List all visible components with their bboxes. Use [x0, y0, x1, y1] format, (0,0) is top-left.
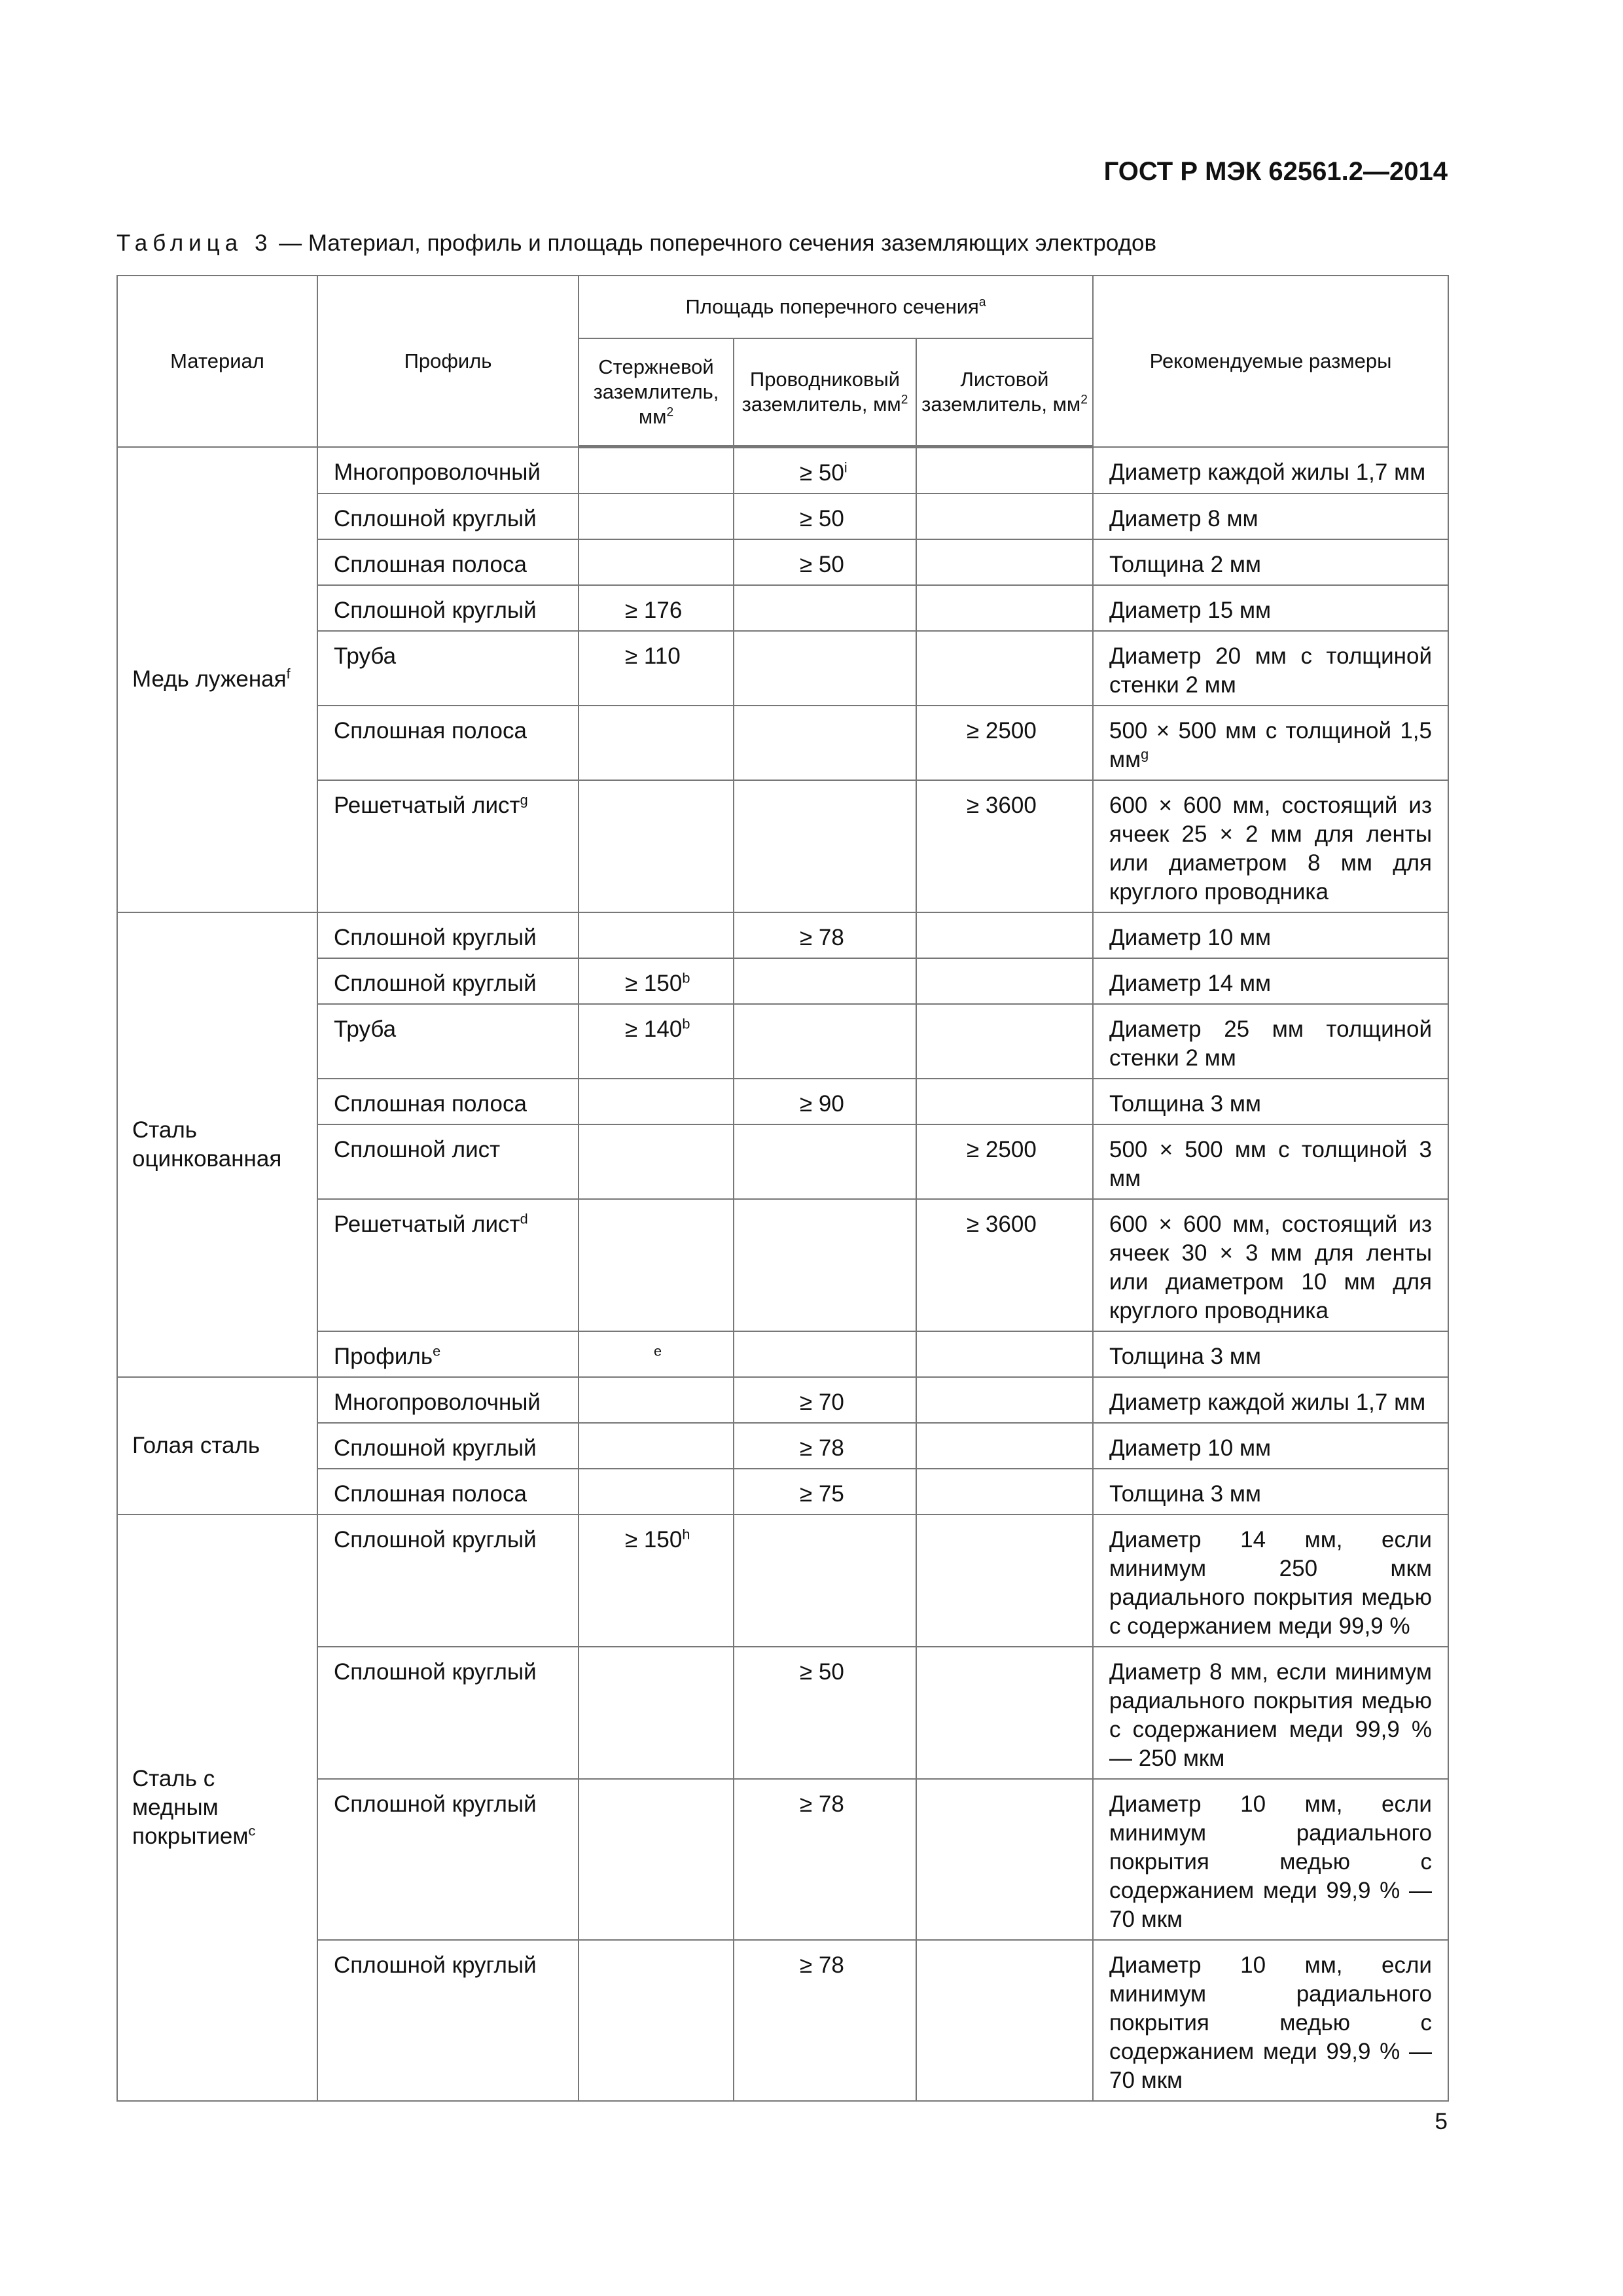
rod-area-cell — [579, 1331, 734, 1377]
wire-area-cell — [734, 1079, 916, 1124]
wire-area-text: ≥ 90 — [800, 1091, 844, 1117]
recommended-dims-text: 600 × 600 мм, состоящий из ячеек 30 × 3 мм для ленты или диаметром 10 мм для круглого проводника — [1109, 1211, 1432, 1323]
rod-area-cell — [579, 1940, 734, 2101]
recommended-dims-text: Диаметр 10 мм, если минимум радиального покрытия медью с содержанием меди 99,9 % — 70 мкм — [1109, 1791, 1432, 1932]
rod-area-text: ≥ 176 — [625, 598, 683, 623]
profile-name: Сплошной круглый — [334, 598, 537, 623]
sheet-area-value: ≥ 3600 — [967, 1211, 1037, 1237]
profile-cell — [317, 706, 579, 780]
material-name: Медь луженая — [132, 666, 287, 692]
header-area-group-footnote: а — [978, 295, 986, 310]
sheet-area-cell — [916, 1079, 1093, 1124]
rod-area-cell — [579, 1779, 734, 1940]
rod-area-footnote: b — [682, 1015, 690, 1032]
profile-name: Решетчатый лист — [334, 793, 520, 818]
recommended-dims-text: 500 × 500 мм с толщиной 3 мм — [1109, 1137, 1432, 1191]
sheet-area-cell — [916, 447, 1093, 494]
table-row — [117, 1647, 1448, 1779]
wire-area-value — [800, 1790, 844, 1819]
header-recommended-dims: Рекомендуемые размеры — [1093, 276, 1448, 447]
profile-cell — [317, 1647, 579, 1779]
wire-area-cell — [734, 1515, 916, 1647]
profile-name: Сплошной круглый — [334, 925, 537, 950]
profile-name: Труба — [334, 1016, 397, 1042]
sheet-area-cell — [916, 706, 1093, 780]
profile-cell — [317, 1779, 579, 1940]
table-row — [117, 912, 1448, 958]
wire-area-cell — [734, 539, 916, 585]
profile-cell — [317, 1199, 579, 1331]
profile-name: Профиль — [334, 1344, 433, 1369]
standard-designation: ГОСТ Р МЭК 62561.2—2014 — [1103, 157, 1448, 186]
sheet-area-cell — [916, 585, 1093, 631]
recommended-dims-text: 600 × 600 мм, состоящий из ячеек 25 × 2 мм для ленты или диаметром 8 мм для круглого проводника — [1109, 793, 1432, 905]
table-row — [117, 631, 1448, 706]
rod-area-value — [625, 1015, 690, 1044]
table-row — [117, 1124, 1448, 1199]
recommended-dims-cell — [1093, 1004, 1448, 1079]
profile-name: Многопроволочный — [334, 1390, 541, 1415]
sheet-area-cell — [916, 1377, 1093, 1423]
table-caption-label: Таблица 3 — [116, 230, 273, 256]
recommended-dims-cell — [1093, 1647, 1448, 1779]
profile-name: Сплошной круглый — [334, 1952, 537, 1978]
wire-area-value — [800, 1658, 844, 1687]
sheet-area-cell — [916, 1124, 1093, 1199]
rod-area-cell — [579, 447, 734, 494]
profile-name: Многопроволочный — [334, 459, 541, 485]
profile-name: Сплошная полоса — [334, 1481, 527, 1507]
wire-area-text: ≥ 75 — [800, 1481, 844, 1507]
recommended-dims-text: Диаметр 14 мм — [1109, 971, 1272, 996]
rod-area-cell — [579, 1423, 734, 1469]
table-row — [117, 1940, 1448, 2101]
wire-area-cell — [734, 1331, 916, 1377]
sheet-area-cell — [916, 1199, 1093, 1331]
header-rod-unit: 2 — [666, 405, 674, 420]
recommended-dims-cell — [1093, 585, 1448, 631]
profile-cell — [317, 1515, 579, 1647]
wire-area-value — [800, 550, 844, 579]
wire-area-cell — [734, 1124, 916, 1199]
header-profile: Профиль — [317, 276, 579, 447]
table-caption — [116, 230, 1156, 257]
profile-name: Сплошная полоса — [334, 552, 527, 577]
rod-area-cell — [579, 1004, 734, 1079]
table-row — [117, 1469, 1448, 1515]
recommended-dims-text: Толщина 2 мм — [1109, 552, 1261, 577]
rod-area-cell — [579, 1515, 734, 1647]
profile-name: Сплошная полоса — [334, 1091, 527, 1117]
recommended-dims-text: Диаметр 15 мм — [1109, 598, 1272, 623]
table-row — [117, 539, 1448, 585]
material-name: Сталь с медным покрытием — [132, 1766, 249, 1849]
rod-area-cell — [579, 958, 734, 1004]
sheet-area-cell — [916, 1469, 1093, 1515]
recommended-dims-text: Диаметр 10 мм — [1109, 925, 1272, 950]
sheet-area-cell — [916, 1331, 1093, 1377]
profile-cell — [317, 780, 579, 912]
wire-area-cell — [734, 912, 916, 958]
table-row — [117, 1779, 1448, 1940]
profile-name: Решетчатый лист — [334, 1211, 520, 1237]
wire-area-value — [800, 1951, 844, 1980]
rod-area-cell — [579, 912, 734, 958]
wire-area-cell — [734, 447, 916, 494]
sheet-area-cell — [916, 958, 1093, 1004]
wire-area-cell — [734, 958, 916, 1004]
sheet-area-cell — [916, 493, 1093, 539]
table-row — [117, 1515, 1448, 1647]
sheet-area-cell — [916, 1779, 1093, 1940]
header-area-group-text: Площадь поперечного сечения — [685, 295, 979, 318]
profile-name: Сплошная полоса — [334, 718, 527, 744]
wire-area-value — [800, 505, 844, 533]
recommended-dims-text: Диаметр 25 мм толщиной стенки 2 мм — [1109, 1016, 1432, 1071]
profile-name: Сплошной круглый — [334, 1659, 537, 1685]
table-row — [117, 1004, 1448, 1079]
profile-name: Сплошной круглый — [334, 1435, 537, 1461]
recommended-dims-footnote: g — [1141, 745, 1149, 762]
recommended-dims-text: Диаметр 14 мм, если минимум 250 мкм радиального покрытия медью с содержанием меди 99,9 % — [1109, 1527, 1432, 1639]
profile-cell — [317, 539, 579, 585]
table-row — [117, 958, 1448, 1004]
wire-area-cell — [734, 706, 916, 780]
recommended-dims-cell — [1093, 780, 1448, 912]
material-cell — [117, 447, 317, 913]
wire-area-value — [800, 1480, 844, 1509]
rod-area-text: ≥ 140 — [625, 1016, 683, 1042]
material-name: Сталь оцинкованная — [132, 1117, 282, 1172]
header-rod — [579, 338, 734, 447]
rod-area-footnote: e — [654, 1342, 662, 1359]
rod-area-cell — [579, 1199, 734, 1331]
wire-area-text: ≥ 50 — [800, 506, 844, 531]
wire-area-value — [800, 924, 844, 952]
profile-name: Труба — [334, 643, 397, 669]
recommended-dims-cell — [1093, 912, 1448, 958]
table-container — [116, 275, 1448, 2102]
wire-area-cell — [734, 585, 916, 631]
rod-area-cell — [579, 1469, 734, 1515]
profile-cell — [317, 958, 579, 1004]
wire-area-text: ≥ 50 — [800, 1659, 844, 1685]
profile-name: Сплошной круглый — [334, 506, 537, 531]
sheet-area-value: ≥ 3600 — [967, 793, 1037, 818]
sheet-area-cell — [916, 780, 1093, 912]
rod-area-footnote: b — [682, 969, 690, 986]
sheet-area-cell — [916, 1515, 1093, 1647]
sheet-area-cell — [916, 1647, 1093, 1779]
profile-cell — [317, 912, 579, 958]
profile-cell — [317, 1079, 579, 1124]
recommended-dims-cell — [1093, 1124, 1448, 1199]
header-sheet — [916, 338, 1093, 447]
recommended-dims-text: Диаметр 10 мм, если минимум радиального покрытия медью с содержанием меди 99,9 % — 70 мкм — [1109, 1952, 1432, 2093]
profile-cell — [317, 585, 579, 631]
table-row — [117, 780, 1448, 912]
wire-area-text: ≥ 50 — [800, 552, 844, 577]
header-sheet-text: Листовой заземлитель, мм — [921, 368, 1081, 416]
profile-cell — [317, 447, 579, 494]
wire-area-text: ≥ 50 — [800, 460, 844, 486]
recommended-dims-cell — [1093, 447, 1448, 494]
recommended-dims-cell — [1093, 1079, 1448, 1124]
recommended-dims-text: Диаметр 10 мм — [1109, 1435, 1272, 1461]
profile-cell — [317, 631, 579, 706]
material-name: Голая сталь — [132, 1433, 260, 1458]
profile-cell — [317, 1331, 579, 1377]
wire-area-cell — [734, 1004, 916, 1079]
sheet-area-cell — [916, 539, 1093, 585]
recommended-dims-text: Диаметр каждой жилы 1,7 мм — [1109, 1390, 1426, 1415]
sheet-area-cell — [916, 631, 1093, 706]
wire-area-text: ≥ 78 — [800, 1435, 844, 1461]
table-row — [117, 706, 1448, 780]
sheet-area-cell — [916, 1940, 1093, 2101]
recommended-dims-text: Толщина 3 мм — [1109, 1091, 1261, 1117]
profile-cell — [317, 1124, 579, 1199]
profile-footnote: d — [520, 1210, 528, 1227]
recommended-dims-cell — [1093, 1469, 1448, 1515]
wire-area-cell — [734, 1647, 916, 1779]
header-rod-text: Стержневой заземлитель, мм — [593, 355, 719, 428]
rod-area-value — [625, 1526, 690, 1554]
header-wire-text: Проводниковый заземлитель, мм — [741, 368, 901, 416]
header-material: Материал — [117, 276, 317, 447]
table-row — [117, 493, 1448, 539]
recommended-dims-text: Диаметр 8 мм — [1109, 506, 1258, 531]
sheet-area-cell — [916, 1423, 1093, 1469]
sheet-area-value: ≥ 2500 — [967, 718, 1037, 744]
recommended-dims-cell — [1093, 493, 1448, 539]
recommended-dims-cell — [1093, 631, 1448, 706]
rod-area-cell — [579, 706, 734, 780]
wire-area-value — [800, 1090, 844, 1119]
profile-cell — [317, 493, 579, 539]
rod-area-text: ≥ 150 — [625, 1527, 683, 1552]
wire-area-cell — [734, 1423, 916, 1469]
wire-area-cell — [734, 1199, 916, 1331]
profile-cell — [317, 1469, 579, 1515]
recommended-dims-text: Диаметр каждой жилы 1,7 мм — [1109, 459, 1426, 485]
rod-area-cell — [579, 1124, 734, 1199]
rod-area-cell — [579, 585, 734, 631]
wire-area-value — [800, 1388, 844, 1417]
material-cell — [117, 1377, 317, 1515]
wire-area-value — [800, 459, 847, 488]
profile-footnote: e — [433, 1342, 441, 1359]
profile-name: Сплошной круглый — [334, 971, 537, 996]
page-number: 5 — [1435, 2109, 1448, 2134]
profile-cell — [317, 1940, 579, 2101]
recommended-dims-cell — [1093, 706, 1448, 780]
rod-area-value — [625, 969, 690, 998]
wire-area-cell — [734, 780, 916, 912]
rod-area-cell — [579, 539, 734, 585]
rod-area-text: ≥ 150 — [625, 971, 683, 996]
recommended-dims-text: 500 × 500 мм с толщиной 1,5 мм — [1109, 718, 1432, 772]
wire-area-cell — [734, 1779, 916, 1940]
material-footnote: c — [248, 1822, 256, 1839]
recommended-dims-cell — [1093, 1940, 1448, 2101]
table-caption-text: — Материал, профиль и площадь поперечного сечения заземляющих электродов — [272, 230, 1157, 256]
recommended-dims-text: Диаметр 8 мм, если минимум радиального покрытия медью с содержанием меди 99,9 % — 250 мкм — [1109, 1659, 1432, 1771]
recommended-dims-cell — [1093, 1423, 1448, 1469]
header-area-group — [579, 276, 1093, 338]
material-footnote: f — [286, 665, 291, 682]
recommended-dims-cell — [1093, 1515, 1448, 1647]
recommended-dims-cell — [1093, 1331, 1448, 1377]
sheet-area-cell — [916, 1004, 1093, 1079]
wire-area-cell — [734, 493, 916, 539]
sheet-area-cell — [916, 912, 1093, 958]
table-row — [117, 447, 1448, 494]
wire-area-cell — [734, 1377, 916, 1423]
rod-area-value — [654, 1342, 662, 1371]
header-wire-unit: 2 — [901, 393, 908, 407]
grounding-electrodes-table — [116, 275, 1449, 2102]
rod-area-cell — [579, 1647, 734, 1779]
table-row — [117, 1331, 1448, 1377]
recommended-dims-cell — [1093, 1377, 1448, 1423]
wire-area-text: ≥ 78 — [800, 925, 844, 950]
rod-area-cell — [579, 1377, 734, 1423]
material-cell — [117, 912, 317, 1377]
rod-area-cell — [579, 631, 734, 706]
profile-cell — [317, 1377, 579, 1423]
table-row — [117, 1423, 1448, 1469]
recommended-dims-text: Толщина 3 мм — [1109, 1344, 1261, 1369]
wire-area-text: ≥ 78 — [800, 1952, 844, 1978]
recommended-dims-cell — [1093, 1199, 1448, 1331]
rod-area-text: ≥ 110 — [625, 643, 681, 669]
profile-name: Сплошной круглый — [334, 1527, 537, 1552]
recommended-dims-text: Толщина 3 мм — [1109, 1481, 1261, 1507]
wire-area-text: ≥ 70 — [800, 1390, 844, 1415]
table-row — [117, 1377, 1448, 1423]
rod-area-cell — [579, 493, 734, 539]
wire-area-cell — [734, 1469, 916, 1515]
recommended-dims-cell — [1093, 1779, 1448, 1940]
table-row — [117, 585, 1448, 631]
table-row — [117, 1079, 1448, 1124]
rod-area-footnote: h — [682, 1526, 690, 1543]
recommended-dims-cell — [1093, 958, 1448, 1004]
profile-footnote: g — [520, 791, 528, 808]
table-header — [117, 276, 1448, 447]
rod-area-value — [625, 596, 682, 625]
profile-cell — [317, 1423, 579, 1469]
table-body — [117, 447, 1448, 2102]
profile-name: Сплошной круглый — [334, 1791, 537, 1817]
wire-area-footnote: i — [844, 459, 847, 476]
header-sheet-unit: 2 — [1080, 393, 1088, 407]
wire-area-value — [800, 1434, 844, 1463]
material-cell — [117, 1515, 317, 2101]
header-wire — [734, 338, 916, 447]
table-row — [117, 1199, 1448, 1331]
rod-area-cell — [579, 1079, 734, 1124]
sheet-area-value: ≥ 2500 — [967, 1137, 1037, 1162]
rod-area-cell — [579, 780, 734, 912]
profile-name: Сплошной лист — [334, 1137, 501, 1162]
wire-area-cell — [734, 631, 916, 706]
recommended-dims-cell — [1093, 539, 1448, 585]
rod-area-value — [625, 642, 681, 671]
profile-cell — [317, 1004, 579, 1079]
recommended-dims-text: Диаметр 20 мм с толщиной стенки 2 мм — [1109, 643, 1432, 698]
wire-area-text: ≥ 78 — [800, 1791, 844, 1817]
wire-area-cell — [734, 1940, 916, 2101]
